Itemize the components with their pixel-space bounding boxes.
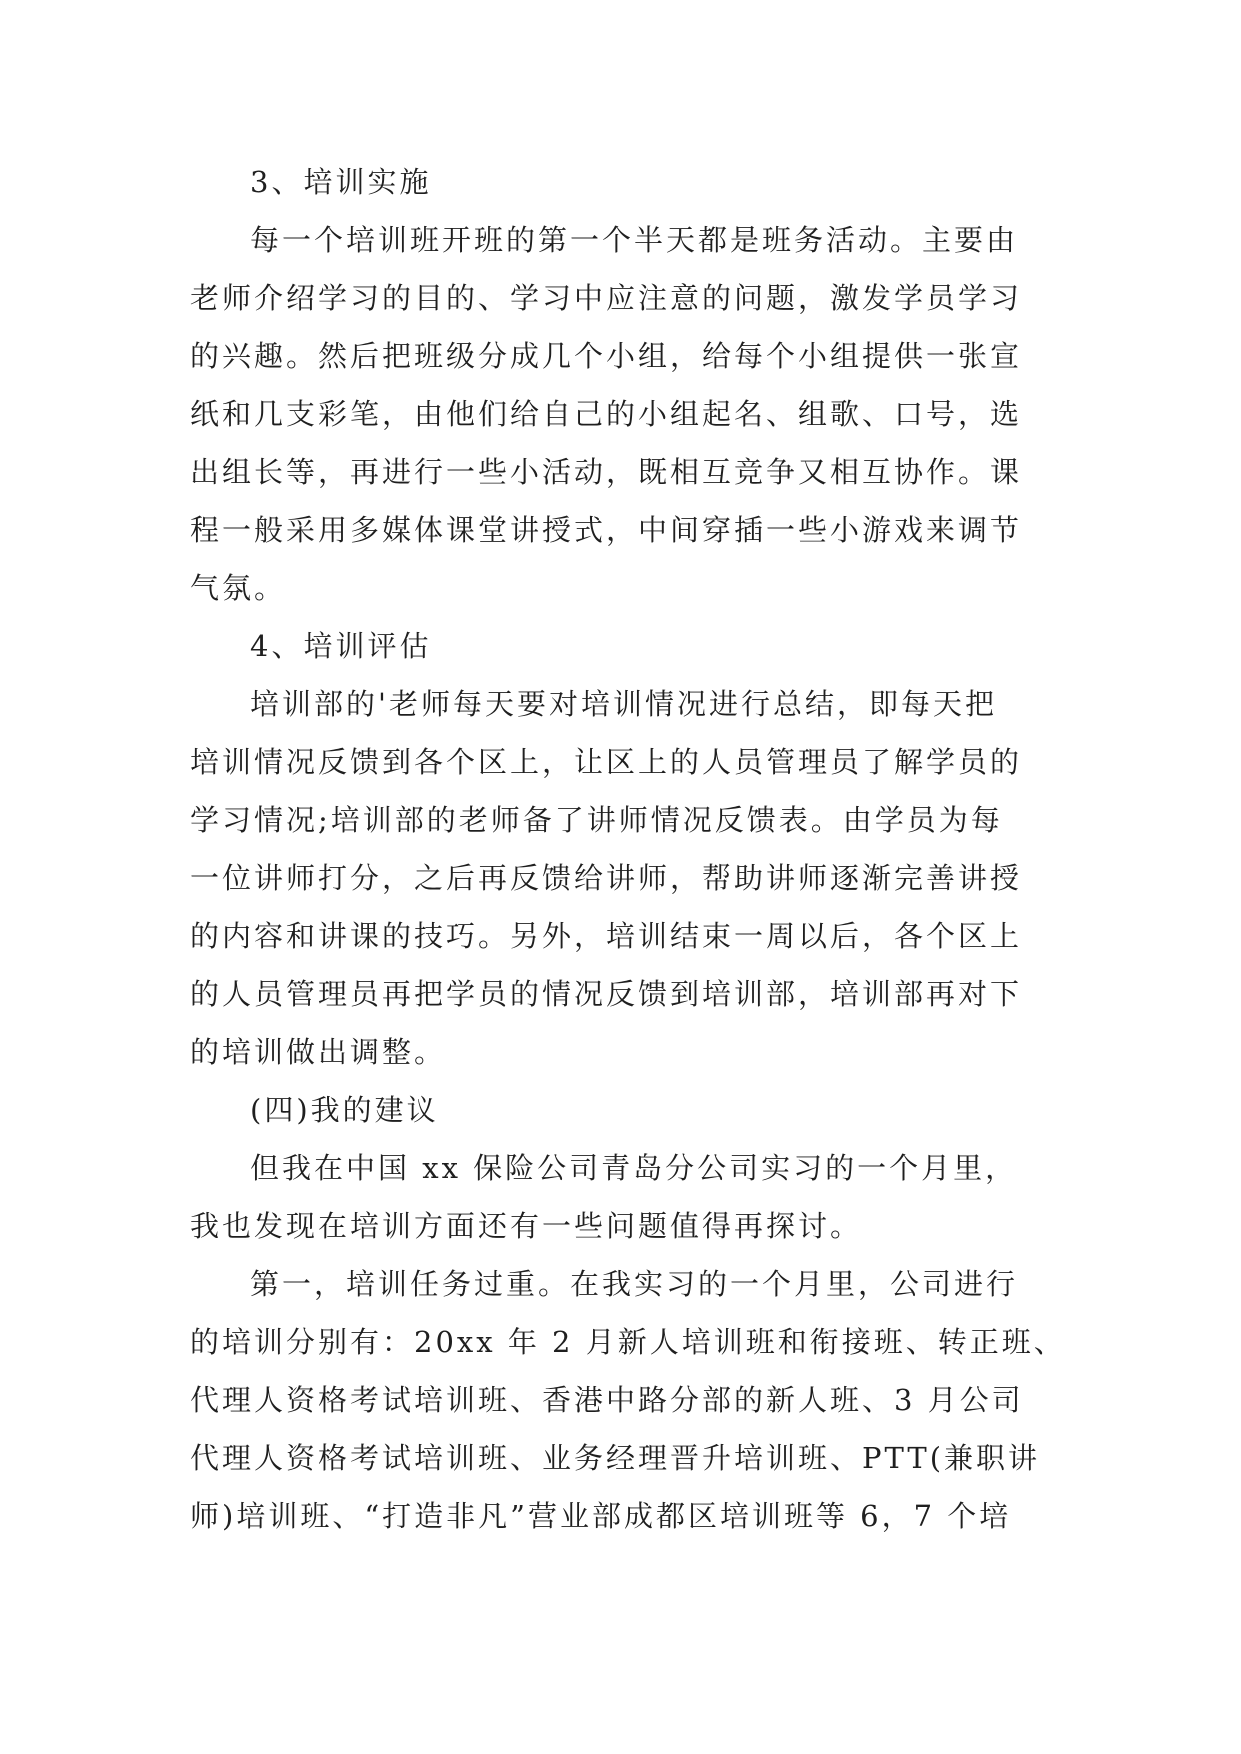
paragraph-line: 的兴趣。然后把班级分成几个小组，给每个小组提供一张宣 xyxy=(190,339,1023,373)
paragraph-line: 培训部的'老师每天要对培训情况进行总结，即每天把 xyxy=(250,687,997,721)
paragraph-line: 气氛。 xyxy=(190,571,287,605)
paragraph-line: 的培训分别有：20xx 年 2 月新人培训班和衔接班、转正班、 xyxy=(190,1325,1066,1359)
paragraph-line: 我也发现在培训方面还有一些问题值得再探讨。 xyxy=(190,1209,863,1243)
paragraph-line: 程一般采用多媒体课堂讲授式，中间穿插一些小游戏来调节 xyxy=(190,513,1023,547)
paragraph-line: 每一个培训班开班的第一个半天都是班务活动。主要由 xyxy=(250,223,1019,257)
paragraph-line: 的人员管理员再把学员的情况反馈到培训部，培训部再对下 xyxy=(190,977,1023,1011)
paragraph-line: 老师介绍学习的目的、学习中应注意的问题，激发学员学习 xyxy=(190,281,1023,315)
paragraph-line: 纸和几支彩笔，由他们给自己的小组起名、组歌、口号，选 xyxy=(190,397,1023,431)
paragraph-line: 代理人资格考试培训班、香港中路分部的新人班、3 月公司 xyxy=(190,1383,1024,1417)
paragraph-line: 的培训做出调整。 xyxy=(190,1035,447,1069)
paragraph-line: 的内容和讲课的技巧。另外，培训结束一周以后，各个区上 xyxy=(190,919,1023,953)
paragraph-line: 一位讲师打分，之后再反馈给讲师，帮助讲师逐渐完善讲授 xyxy=(190,861,1023,895)
paragraph-line: 学习情况;培训部的老师备了讲师情况反馈表。由学员为每 xyxy=(190,803,1003,837)
paragraph-line: 师)培训班、“打造非凡”营业部成都区培训班等 6，7 个培 xyxy=(190,1499,1012,1533)
paragraph-line: 但我在中国 xx 保险公司青岛分公司实习的一个月里， xyxy=(250,1151,1018,1185)
paragraph-line: 第一，培训任务过重。在我实习的一个月里，公司进行 xyxy=(250,1267,1019,1301)
paragraph-line: 出组长等，再进行一些小活动，既相互竞争又相互协作。课 xyxy=(190,455,1023,489)
section-heading-training-evaluation: 4、培训评估 xyxy=(250,629,432,663)
section-heading-my-suggestions: (四)我的建议 xyxy=(250,1093,439,1127)
paragraph-line: 代理人资格考试培训班、业务经理晋升培训班、PTT(兼职讲 xyxy=(190,1441,1041,1475)
paragraph-line: 培训情况反馈到各个区上，让区上的人员管理员了解学员的 xyxy=(190,745,1023,779)
section-heading-training-implementation: 3、培训实施 xyxy=(250,165,432,199)
